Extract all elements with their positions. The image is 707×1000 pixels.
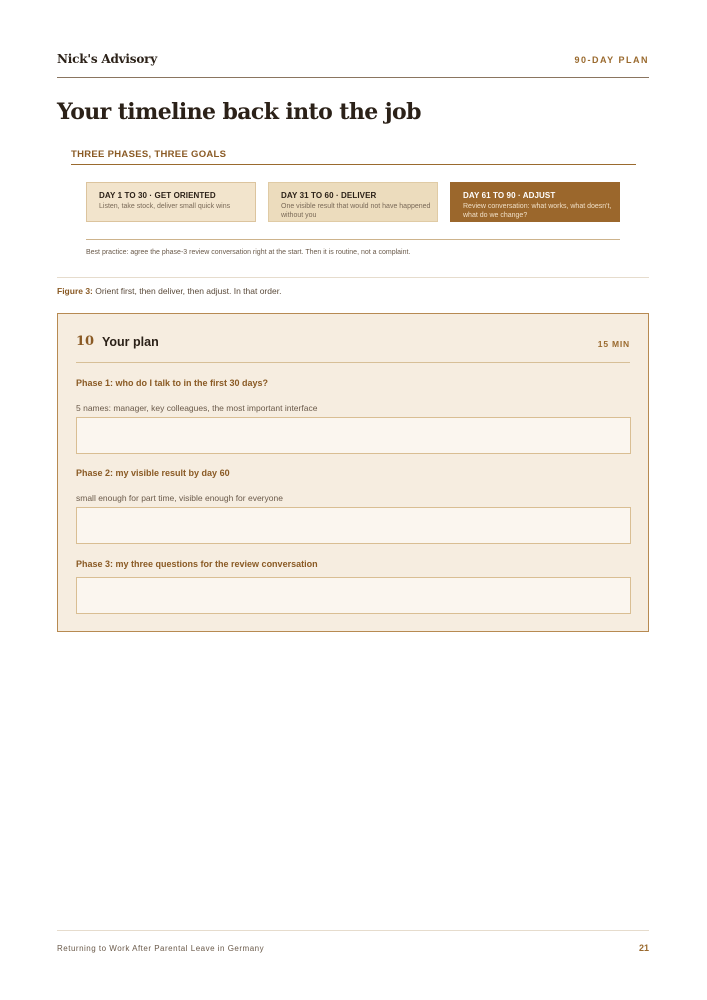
page-number: 21: [638, 943, 649, 953]
best-practice-note: Best practice: agree the phase-3 review conversation right at the start. Then it is routine, not a complaint.: [86, 249, 411, 256]
question-label-phase-3: Phase 3: my three questions for the review conversation: [76, 559, 318, 569]
caption-text: Orient first, then deliver, then adjust. In that order.: [95, 286, 282, 296]
page-title: Your timeline back into the job: [57, 99, 421, 125]
divider: [76, 362, 630, 363]
divider: [57, 277, 649, 278]
divider: [57, 930, 649, 931]
phase-description: Review conversation: what works, what doesn't, what do we change?: [463, 203, 612, 219]
divider: [86, 239, 620, 240]
figure-caption: [57, 286, 281, 296]
footer-text: Returning to Work After Parental Leave in Germany: [57, 944, 265, 953]
phase-title: DAY 1 TO 30 · GET ORIENTED: [99, 191, 216, 200]
page-header: [57, 52, 649, 78]
brand-name: Nick's Advisory: [57, 52, 158, 66]
phase-card-3: [450, 182, 620, 222]
answer-field-phase-3[interactable]: [76, 577, 631, 614]
phase-card-2: [268, 182, 438, 222]
exercise-title: Your plan: [102, 335, 159, 349]
exercise-duration: 15 MIN: [597, 339, 630, 349]
exercise-number: 10: [76, 334, 95, 349]
question-hint-phase-1: 5 names: manager, key colleagues, the most important interface: [76, 403, 318, 413]
phase-description: One visible result that would not have happened without you: [281, 203, 431, 219]
phase-title: DAY 31 TO 60 · DELIVER: [281, 191, 377, 200]
answer-field-phase-1[interactable]: [76, 417, 631, 454]
caption-label: Figure 3:: [57, 286, 93, 296]
phase-card-1: [86, 182, 256, 222]
question-hint-phase-2: small enough for part time, visible enough for everyone: [76, 493, 283, 503]
exercise-panel: [57, 313, 649, 632]
question-label-phase-2: Phase 2: my visible result by day 60: [76, 468, 230, 478]
question-label-phase-1: Phase 1: who do I talk to in the first 30 days?: [76, 378, 269, 388]
section-tag: 90-DAY PLAN: [574, 55, 649, 65]
answer-field-phase-2[interactable]: [76, 507, 631, 544]
phase-title: DAY 61 TO 90 · ADJUST: [463, 191, 556, 200]
figure-heading: THREE PHASES, THREE GOALS: [71, 149, 636, 165]
phase-description: Listen, take stock, deliver small quick wins: [99, 203, 231, 210]
